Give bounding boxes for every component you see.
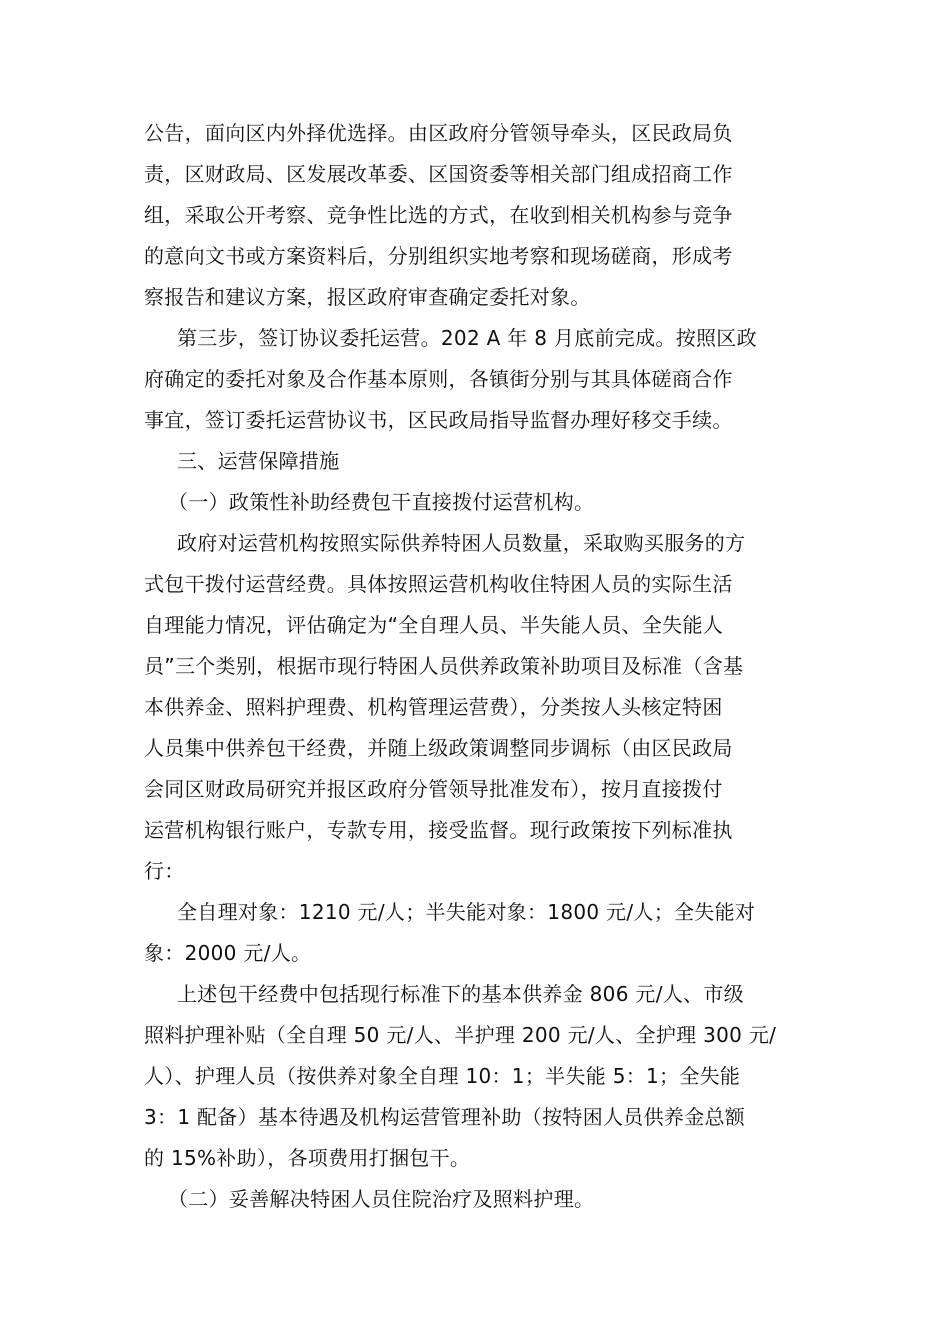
body-line: 自理能力情况，评估确定为“全自理人员、半失能人员、全失能人: [144, 613, 724, 637]
paragraph-start: 政府对运营机构按照实际供养特困人员数量，采取购买服务的方: [177, 531, 746, 555]
body-line: 行：: [144, 859, 185, 883]
body-line: 会同区财政局研究并报区政府分管领导批准发布），按月直接拨付: [144, 777, 723, 801]
body-line: 组，采取公开考察、竞争性比选的方式，在收到相关机构参与竞争: [144, 203, 733, 227]
body-line: 责，区财政局、区发展改革委、区国资委等相关部门组成招商工作: [144, 162, 733, 186]
body-line: 公告，面向区内外择优选择。由区政府分管领导牵头，区民政局负: [144, 121, 733, 145]
paragraph-standards: 全自理对象：1210 元/人；半失能对象：1800 元/人；全失能对: [177, 900, 756, 924]
body-line: 照料护理补贴（全自理 50 元/人、半护理 200 元/人、全护理 300 元/: [144, 1023, 777, 1047]
body-line: 本供养金、照料护理费、机构管理运营费），分类按人头核定特困: [144, 695, 723, 719]
body-line: 3：1 配备）基本待遇及机构运营管理补助（按特困人员供养金总额: [144, 1105, 746, 1129]
document-body: [144, 113, 808, 1220]
body-line: 人员集中供养包干经费，并随上级政策调整同步调标（由区民政局: [144, 736, 733, 760]
section-heading: 三、运营保障措施: [177, 449, 340, 473]
body-line: 员”三个类别，根据市现行特困人员供养政策补助项目及标准（含基: [144, 654, 744, 678]
body-line: 府确定的委托对象及合作基本原则，各镇街分别与其具体磋商合作: [144, 367, 733, 391]
body-line: 式包干拨付运营经费。具体按照运营机构收住特困人员的实际生活: [144, 572, 733, 596]
body-line: 运营机构银行账户，专款专用，接受监督。现行政策按下列标准执: [144, 818, 733, 842]
body-line: 察报告和建议方案，报区政府审查确定委托对象。: [144, 285, 591, 309]
body-line: 象：2000 元/人。: [144, 941, 312, 965]
paragraph-start: 上述包干经费中包括现行标准下的基本供养金 806 元/人、市级: [177, 982, 744, 1006]
body-line: 事宜，签订委托运营协议书，区民政局指导监督办理好移交手续。: [144, 408, 733, 432]
body-line: 的 15%补助），各项费用打捆包干。: [144, 1146, 471, 1170]
subsection-heading-2: （二）妥善解决特困人员住院治疗及照料护理。: [168, 1187, 595, 1211]
paragraph-step-three: 第三步，签订协议委托运营。202 A 年 8 月底前完成。按照区政: [177, 326, 757, 350]
body-line: 人）、护理人员（按供养对象全自理 10：1；半失能 5：1；全失能: [144, 1064, 741, 1088]
subsection-heading-1: （一）政策性补助经费包干直接拨付运营机构。: [168, 490, 595, 514]
body-line: 的意向文书或方案资料后，分别组织实地考察和现场磋商，形成考: [144, 244, 733, 268]
